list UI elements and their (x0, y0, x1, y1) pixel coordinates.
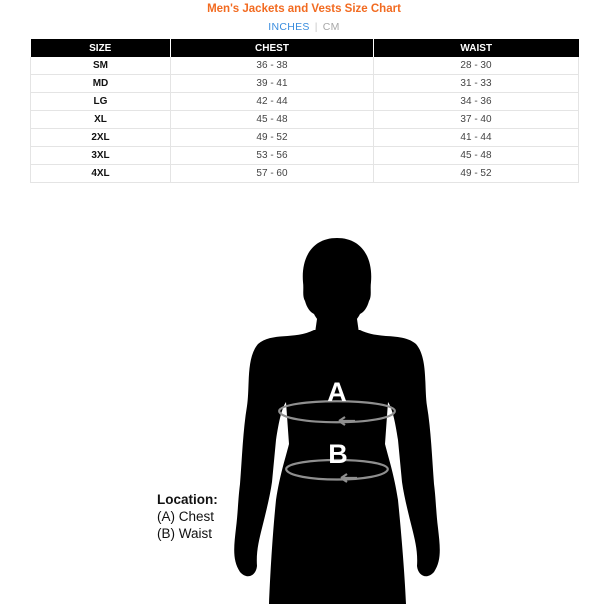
waist-cell: 31 - 33 (374, 75, 579, 93)
size-cell: MD (31, 75, 171, 93)
body-silhouette (234, 238, 440, 604)
chest-cell: 42 - 44 (171, 93, 374, 111)
chest-cell: 36 - 38 (171, 57, 374, 75)
waist-cell: 37 - 40 (374, 111, 579, 129)
chest-cell: 45 - 48 (171, 111, 374, 129)
size-cell: 2XL (31, 129, 171, 147)
chest-cell: 57 - 60 (171, 165, 374, 183)
size-cell: 4XL (31, 165, 171, 183)
chest-cell: 39 - 41 (171, 75, 374, 93)
header-chest: CHEST (171, 39, 374, 57)
size-cell: SM (31, 57, 171, 75)
waist-cell: 34 - 36 (374, 93, 579, 111)
location-item-chest: (A) Chest (157, 509, 215, 524)
header-size: SIZE (31, 39, 171, 57)
label-b: B (328, 439, 348, 469)
unit-separator: | (314, 21, 318, 33)
location-item-waist: (B) Waist (157, 526, 212, 541)
size-cell: XL (31, 111, 171, 129)
size-cell: LG (31, 93, 171, 111)
waist-cell: 45 - 48 (374, 147, 579, 165)
waist-cell: 41 - 44 (374, 129, 579, 147)
header-waist: WAIST (374, 39, 579, 57)
size-cell: 3XL (31, 147, 171, 165)
chest-cell: 53 - 56 (171, 147, 374, 165)
waist-cell: 49 - 52 (374, 165, 579, 183)
unit-inches-tab[interactable]: INCHES (268, 21, 310, 33)
waist-cell: 28 - 30 (374, 57, 579, 75)
chart-title: Men's Jackets and Vests Size Chart (207, 3, 401, 15)
unit-cm-tab[interactable]: CM (322, 21, 340, 33)
location-title: Location: (157, 492, 218, 507)
chest-cell: 49 - 52 (171, 129, 374, 147)
label-a: A (327, 377, 347, 407)
location-legend (157, 491, 218, 542)
